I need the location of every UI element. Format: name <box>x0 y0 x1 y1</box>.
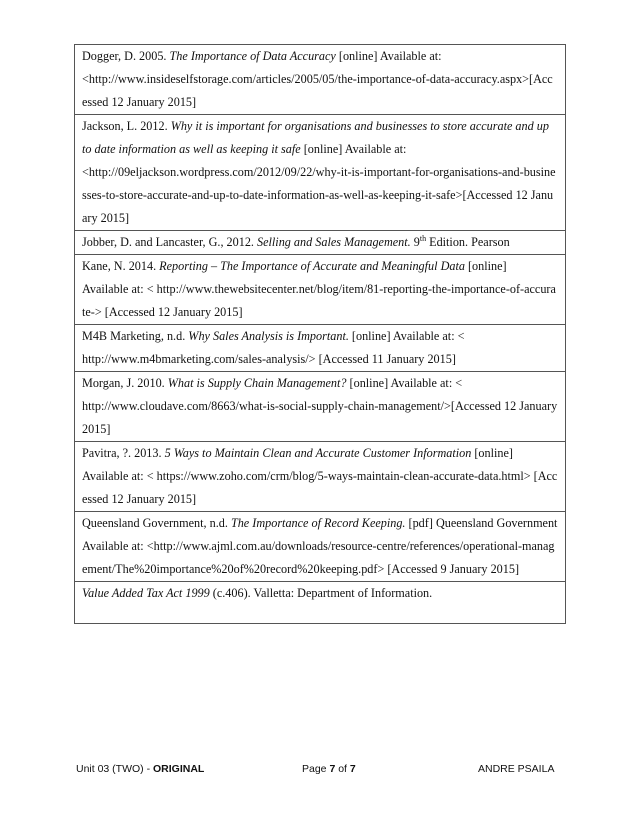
reference-url: Available at: < http://www.thewebsitecenter.net/blog/item/81-reporting-the-importance-of-accurate-> [Accessed 12 January 2015] <box>82 282 556 319</box>
reference-title: What is Supply Chain Management? <box>167 376 347 390</box>
reference-url: <http://www.insideselfstorage.com/articles/2005/05/the-importance-of-data-accuracy.aspx>[Accessed 12 January 2015] <box>82 72 553 109</box>
reference-title: Selling and Sales Management. <box>257 235 411 249</box>
reference-m4b <box>75 325 566 372</box>
footer-unit <box>76 763 204 775</box>
reference-row <box>75 325 566 372</box>
reference-jobber <box>75 231 566 255</box>
reference-title: Value Added Tax Act 1999 <box>82 586 210 600</box>
reference-row <box>75 115 566 231</box>
reference-url: http://www.cloudave.com/8663/what-is-social-supply-chain-management/>[Accessed 12 January 2015] <box>82 399 558 436</box>
reference-kane <box>75 255 566 325</box>
reference-queensland <box>75 512 566 582</box>
reference-author: M4B Marketing, n.d. <box>82 329 186 343</box>
reference-edition-suffix: th <box>419 233 427 243</box>
footer-of-label: of <box>335 763 350 775</box>
reference-availability: [online] <box>471 446 513 460</box>
reference-availability: [online] Available at: < <box>346 376 463 390</box>
reference-author: Pavitra, ?. 2013. <box>82 446 162 460</box>
footer-unit-label: Unit 03 (TWO) - <box>76 763 154 775</box>
reference-author: Kane, N. 2014. <box>82 259 157 273</box>
reference-row <box>75 255 566 325</box>
footer-author: ANDRE PSAILA <box>478 763 555 775</box>
reference-availability: [online] Available at: <box>335 49 442 63</box>
reference-row <box>75 231 566 255</box>
footer-page-current: 7 <box>329 763 336 775</box>
reference-title: Why Sales Analysis is Important. <box>188 329 349 343</box>
reference-publisher: (c.406). Valletta: Department of Information. <box>209 586 433 600</box>
page-footer <box>0 763 638 779</box>
reference-author: Jackson, L. 2012. <box>82 119 168 133</box>
reference-availability: [online] <box>464 259 507 273</box>
reference-author: Jobber, D. and Lancaster, G., 2012. <box>82 235 254 249</box>
reference-row <box>75 582 566 624</box>
footer-page-number <box>302 763 356 775</box>
reference-title: Reporting – The Importance of Accurate and Meaningful Data <box>159 259 465 273</box>
reference-url: <http://www.ajml.com.au/downloads/resource-centre/references/operational-management/The%20importance%20of%20record%20keeping.pdf> [Accessed 9 January 2015] <box>82 539 555 576</box>
reference-author: Dogger, D. 2005. <box>82 49 167 63</box>
reference-title: The Importance of Data Accuracy <box>169 49 336 63</box>
reference-title: Why it is important for organisations and businesses to store accurate and up to date information as well as keeping it safe <box>82 119 549 156</box>
reference-url: http://www.m4bmarketing.com/sales-analysis/> [Accessed 11 January 2015] <box>82 352 456 366</box>
reference-title: 5 Ways to Maintain Clean and Accurate Customer Information <box>164 446 472 460</box>
reference-morgan <box>75 372 566 442</box>
reference-row <box>75 372 566 442</box>
reference-author: Queensland Government, n.d. <box>82 516 228 530</box>
references-table <box>74 44 566 624</box>
reference-availability: [online] Available at: <box>300 142 407 156</box>
reference-url: Available at: < https://www.zoho.com/crm/blog/5-ways-maintain-clean-accurate-data.html> [Accessed 12 January 2015] <box>82 469 558 506</box>
reference-vat-act <box>75 582 566 624</box>
reference-availability: [online] Available at: < <box>348 329 465 343</box>
reference-row <box>75 442 566 512</box>
reference-url: <http://09eljackson.wordpress.com/2012/09/22/why-it-is-important-for-organisations-and-businesses-to-store-accurate-and-up-to-date-information-as-well-as-keeping-it-safe>[Accessed 12 January 2015] <box>82 165 556 225</box>
reference-dogger <box>75 45 566 115</box>
reference-availability: [pdf] Queensland Government Available at: <box>82 516 558 553</box>
reference-pavitra <box>75 442 566 512</box>
reference-publisher: Edition. Pearson <box>426 235 510 249</box>
reference-author: Morgan, J. 2010. <box>82 376 165 390</box>
reference-jackson <box>75 115 566 231</box>
footer-page-total: 7 <box>349 763 356 775</box>
reference-row <box>75 512 566 582</box>
reference-edition-number: 9 <box>413 235 420 249</box>
footer-page-label: Page <box>302 763 330 775</box>
reference-row <box>75 45 566 115</box>
reference-title: The Importance of Record Keeping. <box>230 516 406 530</box>
footer-original-label: ORIGINAL <box>153 763 205 775</box>
